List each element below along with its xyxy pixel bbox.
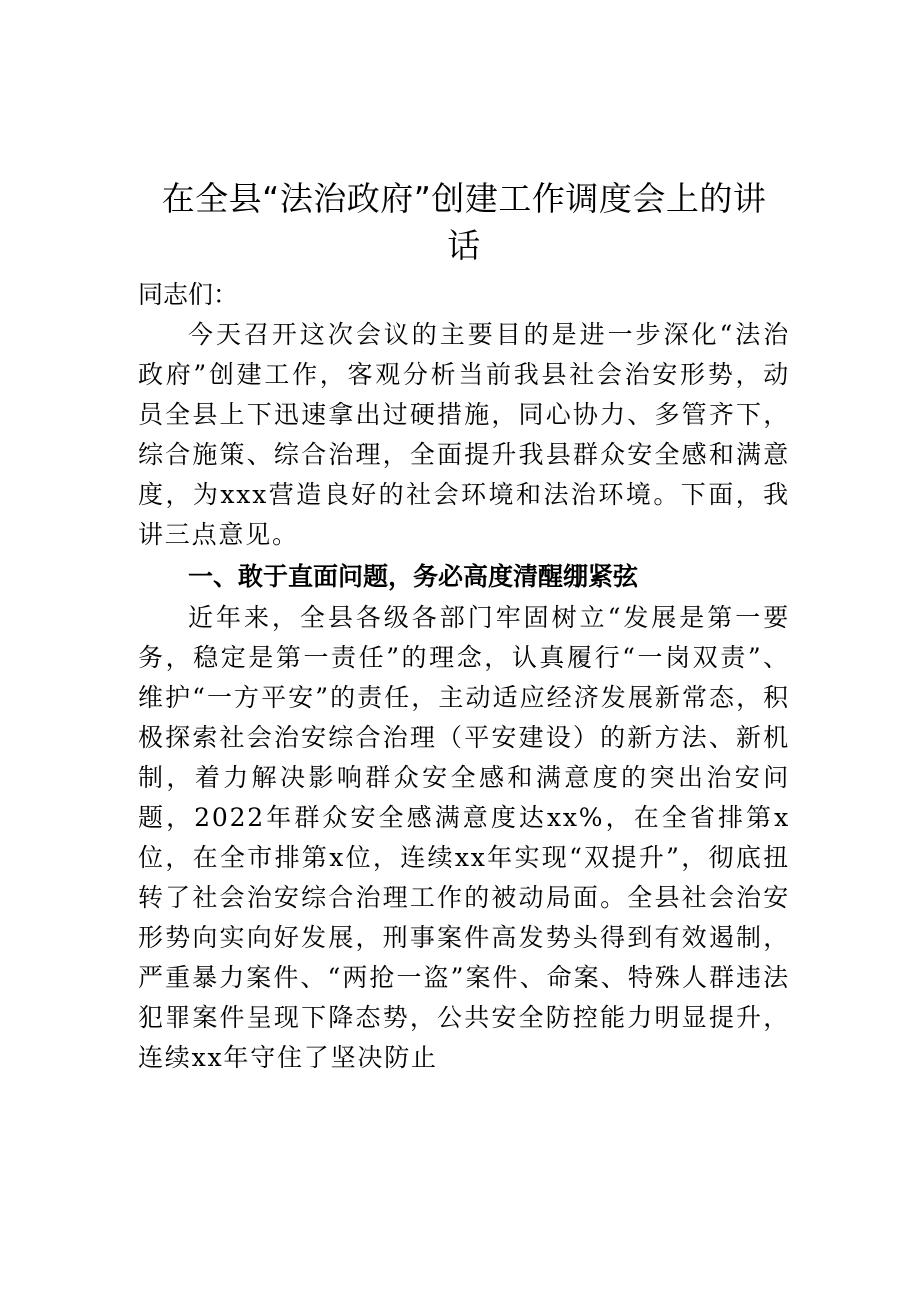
salutation: 同志们： bbox=[138, 280, 239, 309]
section-heading-1: 一、敢于直面问题，务必高度清醒绷紧弦 bbox=[188, 562, 639, 591]
paragraph-section-1: 近年来，全县各级各部门牢固树立“发展是第一要务，稳定是第一责任”的理念，认真履行“一岗双责”、维护“一方平安”的责任，主动适应经济发展新常态，积极探索社会治安综合治理（平安建设）的新方法、新机制，着力解决影响群众安全感和满意度的突出治安问题，2022年群众安全感满意度达xx%，在全省排第x位，在全市排第x位，连续xx年实现“双提升”，彻底扭转了社会治安综合治理工作的被动局面。全县社会治安形势向实向好发展，刑事案件高发势头得到有效遏制，严重暴力案件、“两抢一盗”案件、命案、特殊人群违法犯罪案件呈现下降态势，公共安全防控能力明显提升，连续xx年守住了坚决防止 bbox=[138, 603, 790, 1072]
paragraph-intro: 今天召开这次会议的主要目的是进一步深化“法治政府”创建工作，客观分析当前我县社会治安形势，动员全县上下迅速拿出过硬措施，同心协力、多管齐下，综合施策、综合治理，全面提升我县群众安全感和满意度，为xxx营造良好的社会环境和法治环境。下面，我讲三点意见。 bbox=[138, 320, 790, 549]
document-title: 在全县“法治政府”创建工作调度会上的讲话 bbox=[161, 179, 767, 265]
document-page bbox=[138, 175, 790, 1078]
